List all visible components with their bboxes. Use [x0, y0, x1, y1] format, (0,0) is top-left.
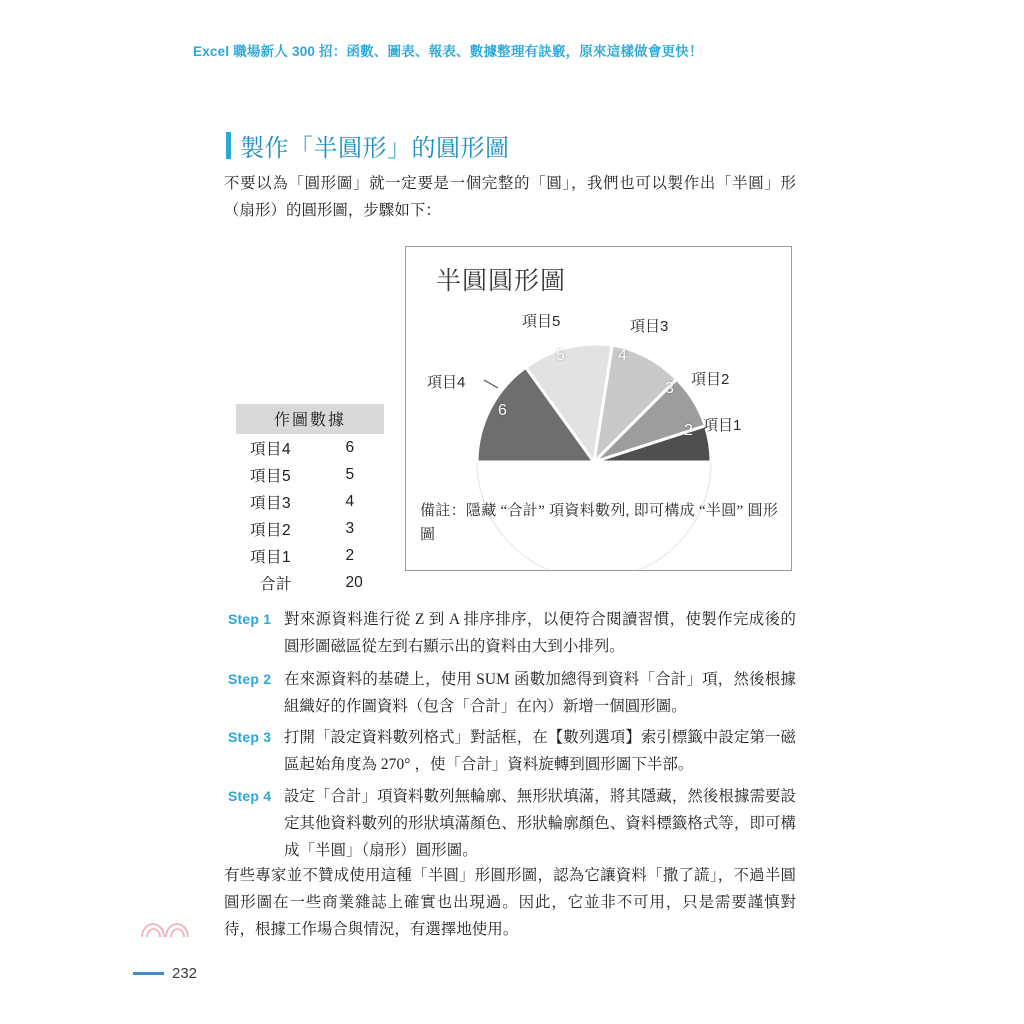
decorative-arc-ornament — [140, 912, 192, 938]
step-4-label: Step 4 — [228, 788, 272, 804]
closing-paragraph: 有些專家並不贊成使用這種「半圓」形圓形圖，認為它讓資料「撒了謊」，不過半圓圓形圖在一些商業雜誌上確實也出現過。因此，它並非不可用，只是需要謹慎對待，根據工作場合與情況，有選擇地使用。 — [224, 867, 796, 938]
data-label-item1: 2 — [684, 422, 693, 439]
figure-half-pie-chart — [405, 246, 792, 571]
data-label-item2: 3 — [665, 380, 674, 397]
step-3 — [228, 724, 796, 778]
table-row-total — [236, 569, 384, 596]
table-cell-name: 項目1 — [250, 548, 292, 566]
step-2-label: Step 2 — [228, 671, 272, 687]
table-row — [236, 515, 384, 542]
step-4-text: 設定「合計」項資料數列無輪廓、無形狀填滿，將其隱藏，然後根據需要設定其他資料數列的形狀填滿顏色、形狀輪廓顏色、資料標籤格式等，即可構成「半圓」（扇形）圓形圖。 — [284, 788, 796, 859]
page-title: 製作「半圓形」的圓形圖 — [240, 135, 510, 162]
table-cell-value: 2 — [345, 546, 355, 564]
table-header-row — [236, 404, 384, 434]
table-cell-value: 6 — [345, 438, 355, 456]
category-label-item3: 項目3 — [630, 318, 669, 335]
step-3-text: 打開「設定資料數列格式」對話框，在【數列選項】索引標籤中設定第一磁區起始角度為 270° ，使「合計」資料旋轉到圓形圖下半部。 — [284, 729, 796, 773]
category-label-item5: 項目5 — [522, 313, 561, 330]
step-2 — [228, 666, 796, 720]
chart-note: 備註：隱藏 “合計” 項資料數列, 即可構成 “半圓” 圓形圖 — [420, 503, 779, 543]
section-accent-bar — [226, 132, 231, 159]
step-1 — [228, 606, 796, 660]
source-data-table — [236, 404, 384, 596]
step-2-text: 在來源資料的基礎上，使用 SUM 函數加總得到資料「合計」項，然後根據組織好的作圖資料（包含「合計」在內）新增一個圓形圖。 — [284, 671, 796, 715]
table-cell-name: 項目3 — [250, 494, 292, 512]
page-number: 232 — [172, 965, 198, 982]
chart-title: 半圓圓形圖 — [436, 267, 567, 295]
step-3-label: Step 3 — [228, 729, 272, 745]
category-label-item1: 項目1 — [703, 417, 742, 434]
table-cell-value: 20 — [345, 573, 363, 591]
category-label-item2: 項目2 — [691, 371, 730, 388]
category-label-item4: 項目4 — [427, 374, 466, 391]
step-1-text: 對來源資料進行從 Z 到 A 排序排序，以便符合閱讀習慣，使製作完成後的圓形圖磁區從左到右顯示出的資料由大到小排列。 — [284, 611, 796, 655]
table-cell-value: 5 — [345, 465, 355, 483]
folio-rule — [133, 972, 164, 975]
data-label-item3: 4 — [618, 347, 627, 364]
step-4 — [228, 783, 796, 864]
table-cell-value: 3 — [345, 519, 355, 537]
table-cell-name: 項目2 — [250, 521, 292, 539]
page-footer — [133, 965, 197, 982]
table-cell-name: 項目4 — [250, 440, 292, 458]
data-label-item5: 5 — [556, 347, 565, 364]
leader-line-item4 — [484, 380, 498, 388]
section-heading — [226, 128, 510, 163]
table-row — [236, 488, 384, 515]
table-header-cell: 作圖數據 — [236, 404, 384, 434]
data-label-item4: 6 — [498, 402, 507, 419]
intro-paragraph: 不要以為「圓形圖」就一定要是一個完整的「圓」，我們也可以製作出「半圓」形（扇形）的圓形圖，步驟如下： — [224, 175, 796, 219]
table-row — [236, 542, 384, 569]
step-1-label: Step 1 — [228, 611, 272, 627]
table-cell-name: 項目5 — [250, 467, 292, 485]
table-row — [236, 434, 384, 461]
running-head: Excel 職場新人 300 招：函數、圖表、報表、數據整理有訣竅，原來這樣做會更快！ — [193, 44, 703, 59]
table-cell-value: 4 — [345, 492, 355, 510]
table-row — [236, 461, 384, 488]
table-cell-name: 合計 — [260, 575, 293, 593]
